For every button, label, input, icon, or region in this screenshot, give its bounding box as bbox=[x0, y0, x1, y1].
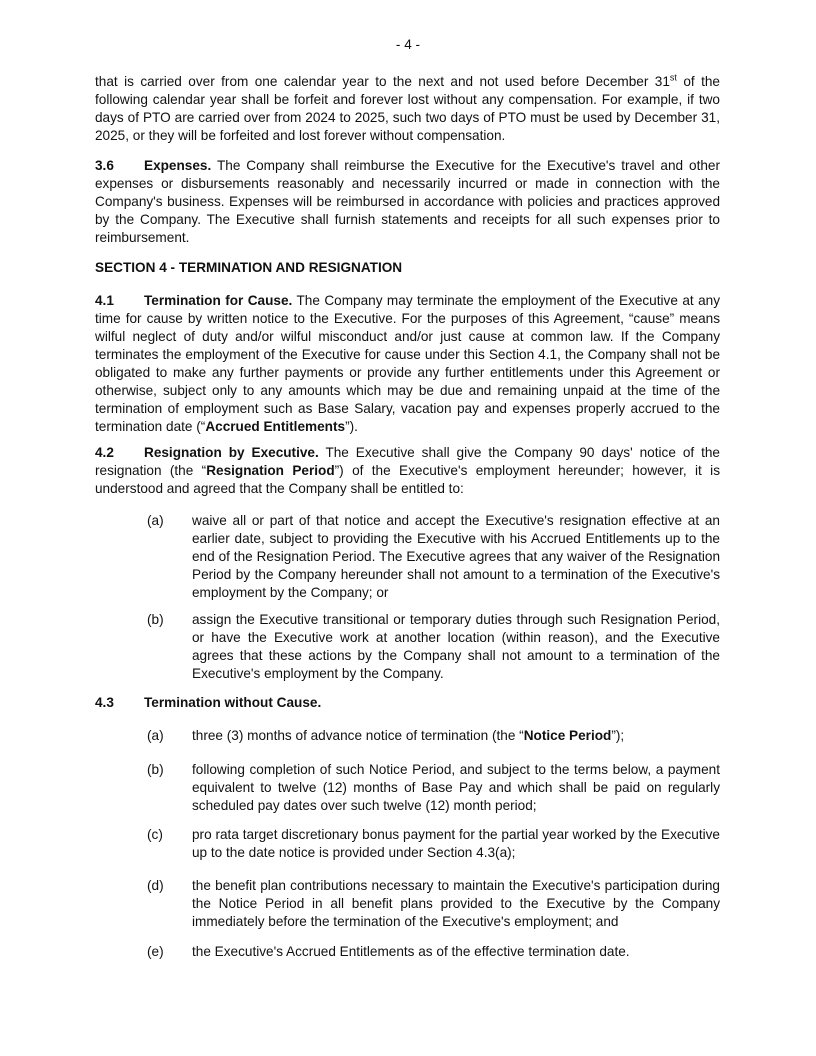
list-item-label: (a) bbox=[147, 513, 164, 528]
section-number: 4.3 bbox=[95, 695, 114, 710]
section-4-1 bbox=[95, 292, 720, 436]
section-title: Termination without Cause. bbox=[144, 695, 322, 710]
list-item-text: following completion of such Notice Period, and subject to the terms below, a payment equivalent to twelve (12) months of Base Pay and which shall be paid on regularly scheduled pay dates over such twelve (12) month period; bbox=[192, 762, 720, 813]
intro-text-continued: of the following calendar year shall be forfeit and forever lost without any compensation. For example, if two days of PTO are carried over from 2024 to 2025, such two days of PTO must be used by December 31, 2025, or they will be forfeited and lost forever without compensation. bbox=[95, 74, 720, 143]
section-number: 4.1 bbox=[95, 293, 114, 308]
section-body: The Company shall reimburse the Executive for the Executive's travel and other expenses or disbursements reasonably and necessarily incurred or made in connection with the Company's business. Expenses will be reimbursed in accordance with policies and practices approved by the Company. The Executive shall furnish statements and receipts for all such expenses prior to reimbursement. bbox=[95, 158, 720, 245]
section-body-end: ”) of the Executive's employment hereunder; however, it is understood and agreed that the Company shall be entitled to: bbox=[95, 463, 720, 496]
list-item-text: waive all or part of that notice and accept the Executive's resignation effective at an earlier date, subject to providing the Executive with his Accrued Entitlements up to the end of the Resignation Period. The Executive agrees that any waiver of the Resignation Period by the Company hereunder shall not amount to a termination of the Executive's employment by the Company; or bbox=[192, 513, 720, 600]
section-body: The Executive shall give the Company 90 days' notice of the resignation (the “ bbox=[95, 445, 720, 478]
section-title: Expenses. bbox=[144, 158, 212, 173]
section-4-3 bbox=[95, 694, 720, 712]
intro-paragraph bbox=[95, 73, 720, 145]
defined-term: Resignation Period bbox=[206, 463, 335, 478]
list-item-text: pro rata target discretionary bonus payment for the partial year worked by the Executive up to the date notice is provided under Section 4.3(a); bbox=[192, 827, 720, 860]
list-item-text: the benefit plan contributions necessary to maintain the Executive's participation during the Notice Period in all benefit plans provided to the Executive by the Company immediately before the termination of the Executive's employment; and bbox=[192, 878, 720, 929]
list-item-text bbox=[192, 727, 720, 745]
section-4-heading: SECTION 4 - TERMINATION AND RESIGNATION bbox=[95, 260, 403, 275]
list-item-text-end: ”); bbox=[611, 728, 625, 743]
list-item-label: (a) bbox=[147, 728, 164, 743]
section-4-2 bbox=[95, 444, 720, 498]
section-number: 3.6 bbox=[95, 158, 114, 173]
section-body: The Company may terminate the employment of the Executive at any time for cause by written notice to the Executive. For the purposes of this Agreement, “cause” means wilful neglect of duty and/or wilful misconduct and/or just cause at common law. If the Company terminates the employment of the Executive for cause under this Section 4.1, the Company shall not be obligated to make any further payments or provide any further entitlements under this Agreement or otherwise, subject only to any amounts which may be due and remaining unpaid at the time of the termination of employment such as Base Salary, vacation pay and expenses properly accrued to the termination date (“ bbox=[95, 293, 720, 434]
intro-text: that is carried over from one calendar year to the next and not used before December 31 bbox=[95, 74, 670, 89]
section-3-6 bbox=[95, 157, 720, 247]
defined-term: Accrued Entitlements bbox=[205, 419, 346, 434]
list-item-label: (c) bbox=[147, 827, 163, 842]
list-item-label: (d) bbox=[147, 878, 164, 893]
list-item-text: the Executive's Accrued Entitlements as of the effective termination date. bbox=[192, 944, 630, 959]
ordinal-suffix: st bbox=[669, 72, 677, 83]
list-item-label: (b) bbox=[147, 612, 164, 627]
section-number: 4.2 bbox=[95, 445, 114, 460]
list-item-label: (e) bbox=[147, 944, 164, 959]
list-item-label: (b) bbox=[147, 762, 164, 777]
section-title: Resignation by Executive. bbox=[144, 445, 319, 460]
list-item-text-start: three (3) months of advance notice of termination (the “ bbox=[192, 728, 524, 743]
list-item-text: assign the Executive transitional or temporary duties through such Resignation Period, or have the Executive work at another location (within reason), and the Executive agrees that these actions by the Company shall not amount to a termination of the Executive's employment by the Company. bbox=[192, 612, 720, 681]
section-body-end: ”). bbox=[345, 419, 358, 434]
section-title: Termination for Cause. bbox=[144, 293, 293, 308]
page-number: - 4 - bbox=[395, 37, 421, 52]
defined-term: Notice Period bbox=[523, 728, 612, 743]
